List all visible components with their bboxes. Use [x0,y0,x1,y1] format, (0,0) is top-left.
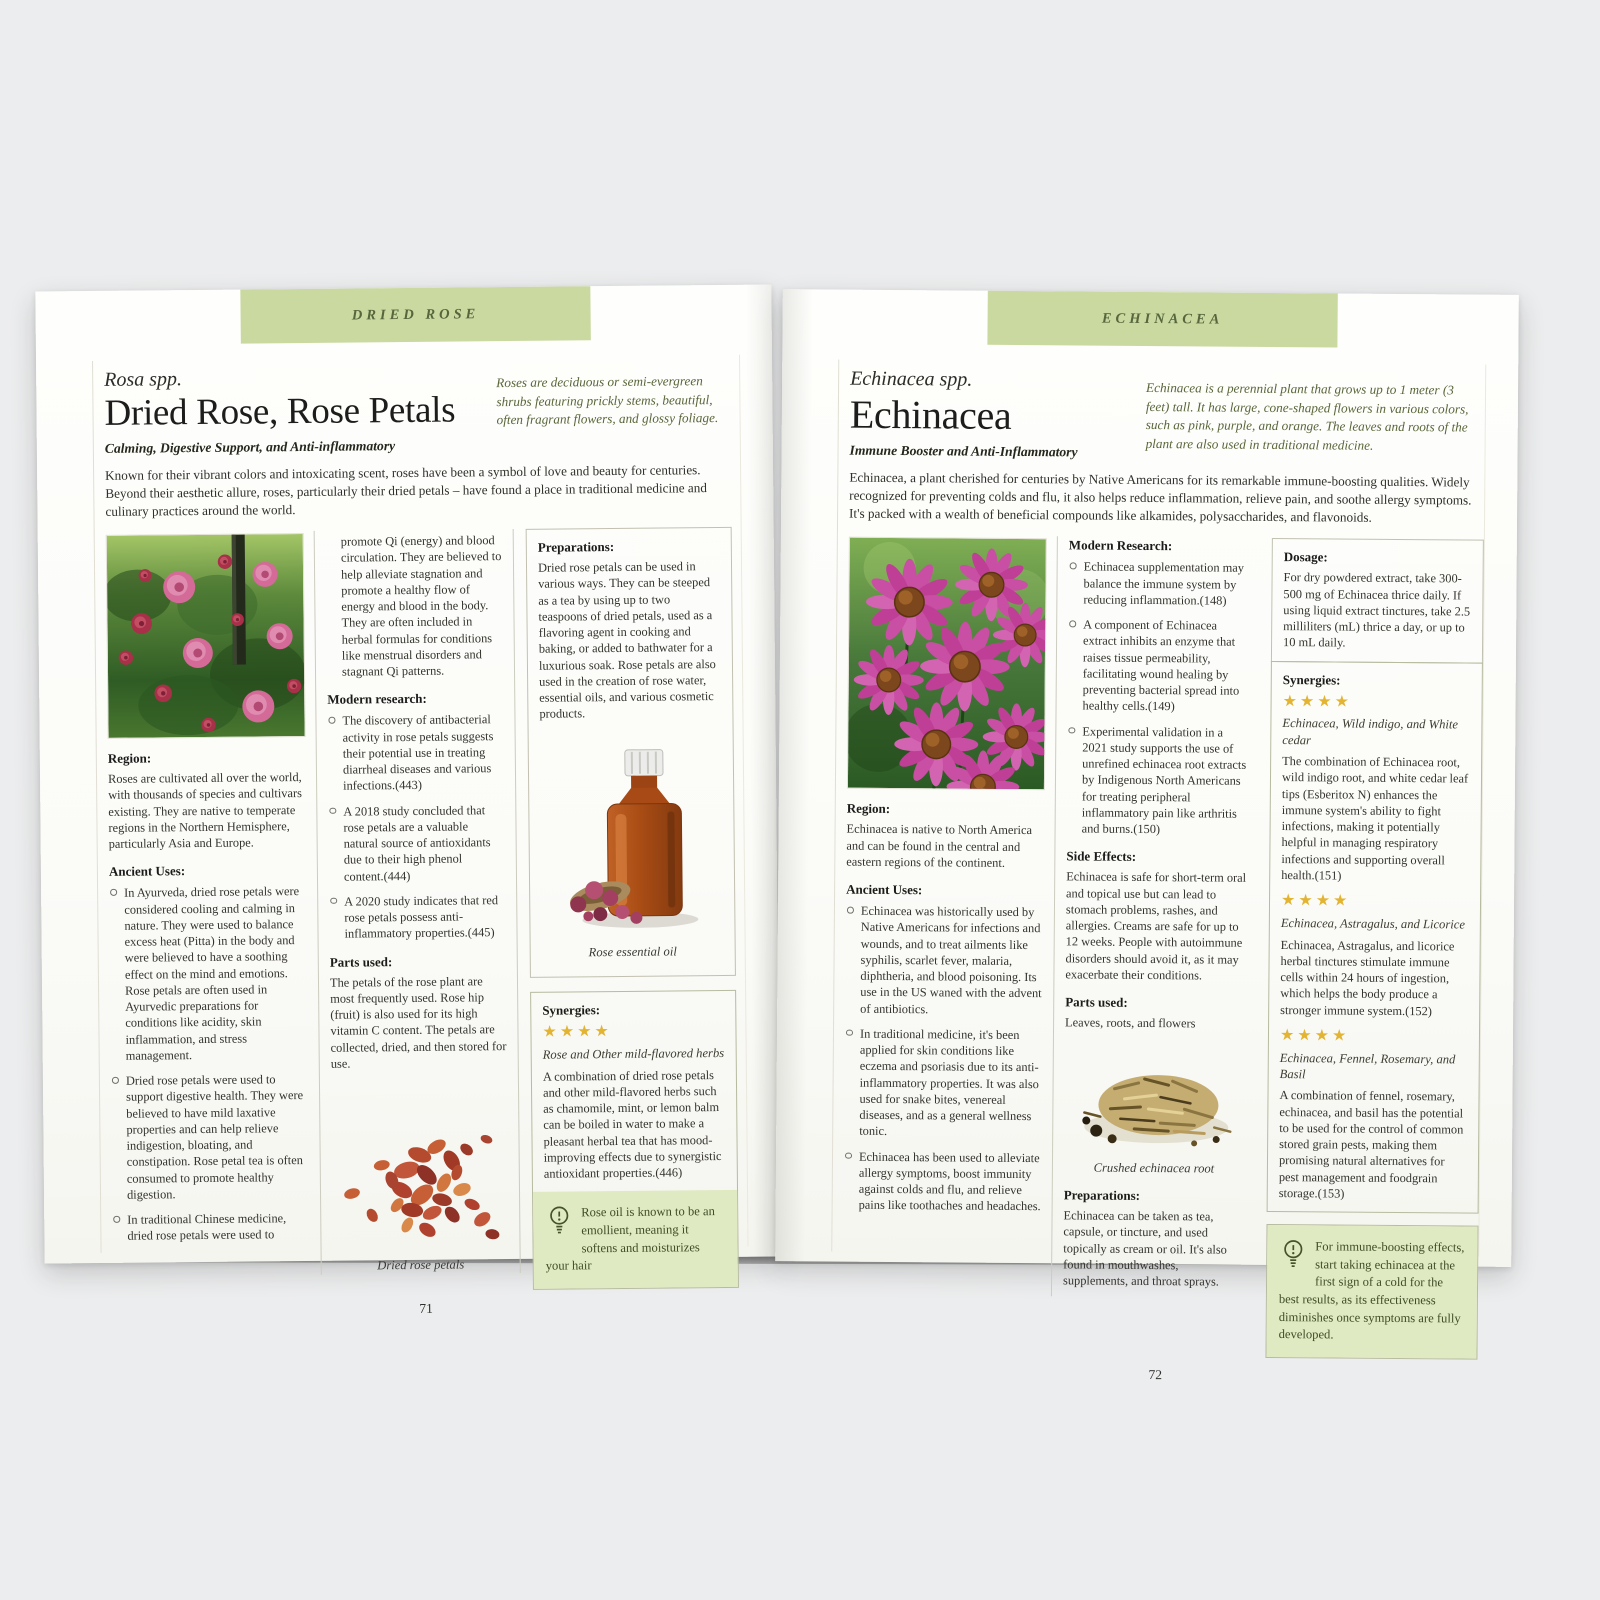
dosage-heading: Dosage: [1283,549,1328,565]
list-item: In Ayurveda, dried rose petals were considered cooling and calming in nature. They were used to balance excess heat (Pitta) in the body and were believed to have a soothing effect on the mind and emotions. Rose petals are often used in Ayurvedic preparations for conditions like acidity, skin inflammation, and stress management. [109,883,308,1064]
left-page-content [92,355,749,1316]
oil-caption: Rose essential oil [588,944,677,960]
preparations-box [526,527,736,978]
ancient-uses-list [844,903,1043,1215]
synergy-title: Echinacea, Fennel, Rosemary, and Basil [1279,1050,1456,1082]
synergy-title: Rose and Other mild-flavored herbs [542,1046,725,1063]
left-page [35,284,780,1316]
synergy-text: The combination of Echinacea root, wild indigo root, and white cedar leaf tips (Esberitox N) enhances the immune system's ability to fight infections, making it potentially helpful in managing respiratory infections and supporting overall health.(151) [1281,754,1469,883]
three-column-body [106,527,739,1294]
list-item: A 2020 study indicates that red rose petals possess anti-inflammatory properties.(445) [329,892,505,942]
synergy-title: Echinacea, Astragalus, and Licorice [1280,916,1466,932]
list-item: Echinacea was historically used by Native Americans for infections and wounds, and to treat ailments like syphilis, scarlet fever, malaria, diphtheria, and blood poisoning. Its use in the US waned with the advent of antibiotics. [845,903,1043,1018]
modern-research-heading: Modern research: [327,691,427,708]
lightbulb-icon [1281,1239,1305,1275]
page-title: Dried Rose, Rose Petals [104,389,456,434]
page-number: 72 [1148,1366,1163,1383]
plant-description-blurb: Echinacea is a perennial plant that grows up to 1 meter (3 feet) tall. It has large, cone-shaped flowers in various colors, such as pink, purple, and orange. The leaves and roots of the plant are also used in traditional medicine. [1145,379,1469,453]
tip-text: For immune-boosting effects, start taking echinacea at the first sign of a cold for the best results, as its effectiveness diminishes once symptoms are fully developed. [1278,1239,1465,1342]
dried-petals-photo [331,1096,508,1250]
right-chapter-banner [987,291,1337,348]
petals-caption: Dried rose petals [377,1257,465,1273]
synergy-text: Echinacea, Astragalus, and licorice herbal tinctures stimulate immune cells within 24 hours of ingestion, which helps the body produce a stronger immune system.(152) [1280,937,1455,1018]
banner-label: ECHINACEA [1101,310,1224,328]
tip-box-container [1265,1224,1478,1359]
left-chapter-banner [240,286,591,343]
continuation-text: promote Qi (energy) and blood circulation. They are believed to help alleviate stagnation and promote a healthy flow of energy and blood in the body. They are often included in herbal formulas for conditions like menstrual disorders and stagnant Qi patterns. [340,533,502,679]
list-item: Echinacea has been used to alleviate allergy symptoms, boost immunity against colds and flu, and relieve pains like toothaches and headaches. [844,1148,1042,1215]
right-page [775,289,1519,1383]
region-text: Roses are cultivated all over the world, with thousands of species and cultivars existing. They are native to temperate regions in the Northern Hemisphere, particularly Asia and Europe. [107,770,302,851]
region-heading: Region: [846,800,891,817]
ancient-uses-list [109,883,309,1244]
synergy-title: Echinacea, Wild indigo, and White cedar [1282,716,1459,748]
column-3 [1253,538,1483,1359]
page-header [104,363,731,457]
echinacea-photo [847,537,1046,791]
list-item: In traditional Chinese medicine, dried rose petals were used to [112,1210,309,1244]
page-title: Echinacea [849,391,1012,438]
list-item: Echinacea supplementation may balance the immune system by reducing inflammation.(148) [1068,559,1248,609]
ancient-uses-heading: Ancient Uses: [108,863,186,880]
side-effects-text: Echinacea is safe for short-term oral and topical use but can lead to stomach problems, rashes, and allergies. Creams are safe for up to 12 weeks. People with autoimmune disorders should avoid it, as it may exacerbate their conditions. [1065,869,1247,983]
tip-box [533,1190,738,1288]
banner-label: DRIED ROSE [351,305,480,324]
rose-oil-photo [540,735,724,937]
star-rating: ★★★★ [1280,892,1351,910]
benefits-subtitle: Immune Booster and Anti-Inflammatory [849,442,1078,460]
star-rating: ★★★★ [1279,1026,1350,1045]
synergy-text: A combination of dried rose petals and other mild-flavored herbs such as chamomile, mint, or lemon balm can be boiled in water to make a pleasant herbal tea that has mood-improving effects due to synergistic antioxidant properties.(446) [542,1067,722,1181]
three-column-body [842,535,1474,1360]
crushed-root-photo [1064,1039,1245,1157]
column-1 [844,535,1057,1224]
column-2 [1051,537,1260,1299]
list-item: Experimental validation in a 2021 study supports the use of unrefined echinacea root extracts by Indigenous North Americans for treating peripheral inflammatory pain like arthritis and burns.(150) [1067,723,1248,838]
parts-used-text: The petals of the rose plant are most frequently used. Rose hip (fruit) is also used for its high vitamin C content. The petals are collected, dried, and then stored for use. [329,973,507,1071]
column-1 [106,531,321,1253]
region-heading: Region: [107,750,152,766]
list-item: A component of Echinacea extract inhibits an enzyme that raises tissue permeability, facilitating wound healing by preventing bacterial spread into healthy cells.(149) [1068,616,1249,715]
list-item: In traditional medicine, it's been applied for skin conditions like eczema and psoriasis due to its anti-inflammatory properties. It was also used for snake bites, venereal diseases, and as a general wellness tonic. [844,1025,1042,1140]
species-name: Rosa spp. [104,368,183,391]
preparations-text: Echinacea can be taken as tea, capsule, or tincture, and used topically as cream or oil. It's also found in mouthwashes, supplements, and throat sprays. [1062,1208,1227,1289]
list-item: Dried rose petals were used to support digestive health. They were believed to have mild laxative properties and can help relieve indigestion, bloating, and constipation. Rose petal tea is often consumed to promote healthy digestion. [111,1071,309,1203]
species-name: Echinacea spp. [850,367,973,391]
page-header [849,368,1476,464]
synergy-text: A combination of fennel, rosemary, echinacea, and basil has the potential to be used for the control of common stored grain pests, making them promising natural alternatives for pest management and foodgrain storage.(153) [1278,1088,1464,1201]
intro-paragraph: Known for their vibrant colors and intoxicating scent, roses have been a symbol of love and beauty for centuries. Beyond their aesthetic allure, roses, particularly their dried petals – have found a place in traditional medicine and culinary practices around the world. [105,462,707,519]
preparations-heading: Preparations: [1063,1187,1141,1203]
parts-used-text: Leaves, roots, and flowers [1065,1015,1196,1031]
preparations-text: Dried rose petals can be used in various ways. They can be steeped as a tea by using up to two teaspoons of dried petals, used as a flavoring agent in cooking and baking, or added to bathwater for a luxurious soak. Rose petals are also used in the creation of rose water, essential oils, and various cosmetic products. [537,559,716,722]
synergies-heading: Synergies: [1282,671,1341,688]
tip-box [1266,1225,1477,1358]
dosage-text: For dry powdered extract, take 300-500 mg of Echinacea thrice daily. If using liquid extract tinctures, take 2.5 milliliters (mL) thrice a day, or up to 10 mL daily. [1283,570,1471,650]
list-item: The discovery of antibacterial activity in rose petals suggests their potential use in treating diarrheal diseases and various infections.(443) [327,711,504,794]
modern-research-list [327,711,505,942]
star-rating: ★★★★ [1282,692,1353,711]
dosage-box [1271,538,1484,663]
column-3 [514,527,739,1290]
plant-description-blurb: Roses are deciduous or semi-evergreen shrubs featuring prickly stems, beautiful, often fragrant flowers, and glossy foliage. [496,373,719,428]
preparations-heading: Preparations: [537,539,615,555]
parts-used-heading: Parts used: [329,953,393,970]
root-caption: Crushed echinacea root [1093,1160,1215,1176]
list-item: A 2018 study concluded that rose petals are a valuable natural source of antioxidants due to their high phenol content.(444) [328,802,505,885]
synergies-box [1267,660,1483,1213]
column-2 [314,529,521,1275]
lightbulb-icon [547,1206,571,1242]
page-number: 71 [419,1300,433,1316]
rose-bush-photo [106,533,305,739]
modern-research-heading: Modern Research: [1068,537,1173,554]
star-rating: ★★★★ [542,1023,612,1042]
region-text: Echinacea is native to North America and can be found in the central and eastern regions of the continent. [846,821,1033,870]
synergies-heading: Synergies: [542,1002,601,1019]
parts-used-heading: Parts used: [1065,994,1128,1010]
synergies-box [530,990,739,1290]
side-effects-heading: Side Effects: [1066,848,1137,865]
benefits-subtitle: Calming, Digestive Support, and Anti-inflammatory [104,437,396,456]
modern-research-list [1067,559,1249,838]
right-page-content [831,360,1486,1383]
tip-text: Rose oil is known to be an emollient, meaning it softens and moisturizes your hair [545,1204,715,1273]
ancient-uses-heading: Ancient Uses: [846,881,923,898]
intro-paragraph: Echinacea, a plant cherished for centuries by Native Americans for its remarkable immune-boosting qualities. Widely recognized for preventing colds and flu, it also helps reduce inflammation, relieve pain, and soothe allergy symptoms. It's packed with a wealth of beneficial compounds like alkamides, polysaccharides, and flavonoids. [849,469,1472,525]
